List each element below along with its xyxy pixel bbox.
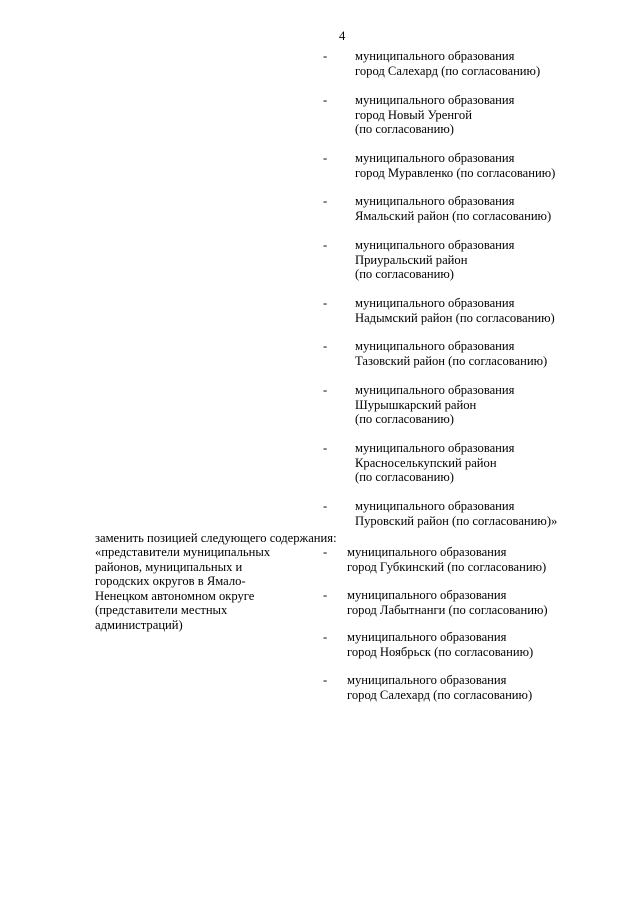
dash-marker: - xyxy=(323,630,328,644)
list-item-line: муниципального образования xyxy=(355,499,515,513)
representatives-heading xyxy=(95,545,315,633)
list-item-text xyxy=(355,238,514,282)
list-item-line: Красноселькупский район xyxy=(355,455,497,470)
dash-marker: - xyxy=(323,49,328,63)
list-item-line: муниципального образования xyxy=(347,673,507,687)
list-item-line: муниципального образования xyxy=(355,339,515,353)
heading-line: районов, муниципальных и xyxy=(95,559,243,574)
heading-line: городских округов в Ямало- xyxy=(95,574,246,589)
list-item-line: Шурышкарский район xyxy=(355,397,477,412)
dash-marker: - xyxy=(323,383,328,397)
list-item-text xyxy=(347,545,546,574)
list-item-text xyxy=(355,339,547,368)
list-item-line: город Муравленко (по согласованию) xyxy=(355,165,556,180)
list-item-line: город Ноябрьск (по согласованию) xyxy=(347,644,534,659)
list-item-line: муниципального образования xyxy=(355,441,515,455)
list-item-line: муниципального образования xyxy=(355,383,515,397)
dash-marker: - xyxy=(323,238,328,252)
list-item-line: муниципального образования xyxy=(355,49,515,63)
list-item-text xyxy=(355,441,514,485)
list-item-text xyxy=(347,673,532,702)
list-item-line: муниципального образования xyxy=(347,545,507,559)
list-item-line: муниципального образования xyxy=(347,630,507,644)
list-item-text xyxy=(355,296,555,325)
heading-line: (представители местных xyxy=(95,603,228,618)
list-item-line: город Салехард (по согласованию) xyxy=(347,687,533,702)
list-item-line: город Лабытнанги (по согласованию) xyxy=(347,602,548,617)
list-item-line: (по согласованию) xyxy=(355,470,455,485)
list-item-text xyxy=(355,93,514,137)
list-item-line: (по согласованию) xyxy=(355,412,455,427)
list-item-line: (по согласованию) xyxy=(355,267,455,282)
list-item-line: Надымский район (по согласованию) xyxy=(355,310,555,325)
replacement-intro: заменить позицией следующего содержания: xyxy=(95,531,337,545)
list-item-text xyxy=(347,630,533,659)
heading-line: «представители муниципальных xyxy=(95,545,271,559)
list-item-line: муниципального образования xyxy=(355,194,515,208)
dash-marker: - xyxy=(323,151,328,165)
heading-line: Ненецком автономном округе xyxy=(95,588,255,603)
list-item-text xyxy=(355,151,555,180)
list-item-line: (по согласованию) xyxy=(355,122,455,137)
list-item-text xyxy=(355,194,551,223)
dash-marker: - xyxy=(323,588,328,602)
list-item-line: город Новый Уренгой xyxy=(355,107,472,122)
list-item-line: город Салехард (по согласованию) xyxy=(355,63,541,78)
list-item-line: Тазовский район (по согласованию) xyxy=(355,353,548,368)
dash-marker: - xyxy=(323,339,328,353)
dash-marker: - xyxy=(323,673,328,687)
list-item-line: город Губкинский (по согласованию) xyxy=(347,559,547,574)
list-item-line: муниципального образования xyxy=(355,151,515,165)
list-item-line: Приуральский район xyxy=(355,252,468,267)
list-item-text xyxy=(355,499,557,528)
heading-line: администраций) xyxy=(95,617,183,632)
list-item-text xyxy=(355,49,540,78)
dash-marker: - xyxy=(323,296,328,310)
list-item-line: муниципального образования xyxy=(355,238,515,252)
dash-marker: - xyxy=(323,499,328,513)
dash-marker: - xyxy=(323,194,328,208)
list-item-line: Ямальский район (по согласованию) xyxy=(355,208,552,223)
list-item-line: муниципального образования xyxy=(355,296,515,310)
list-item-text xyxy=(347,588,548,617)
list-item-line: муниципального образования xyxy=(355,93,515,107)
list-item-line: Пуровский район (по согласованию)» xyxy=(355,513,558,528)
page-number: 4 xyxy=(339,29,346,43)
dash-marker: - xyxy=(323,545,328,559)
dash-marker: - xyxy=(323,441,328,455)
list-item-text xyxy=(355,383,514,427)
dash-marker: - xyxy=(323,93,328,107)
list-item-line: муниципального образования xyxy=(347,588,507,602)
